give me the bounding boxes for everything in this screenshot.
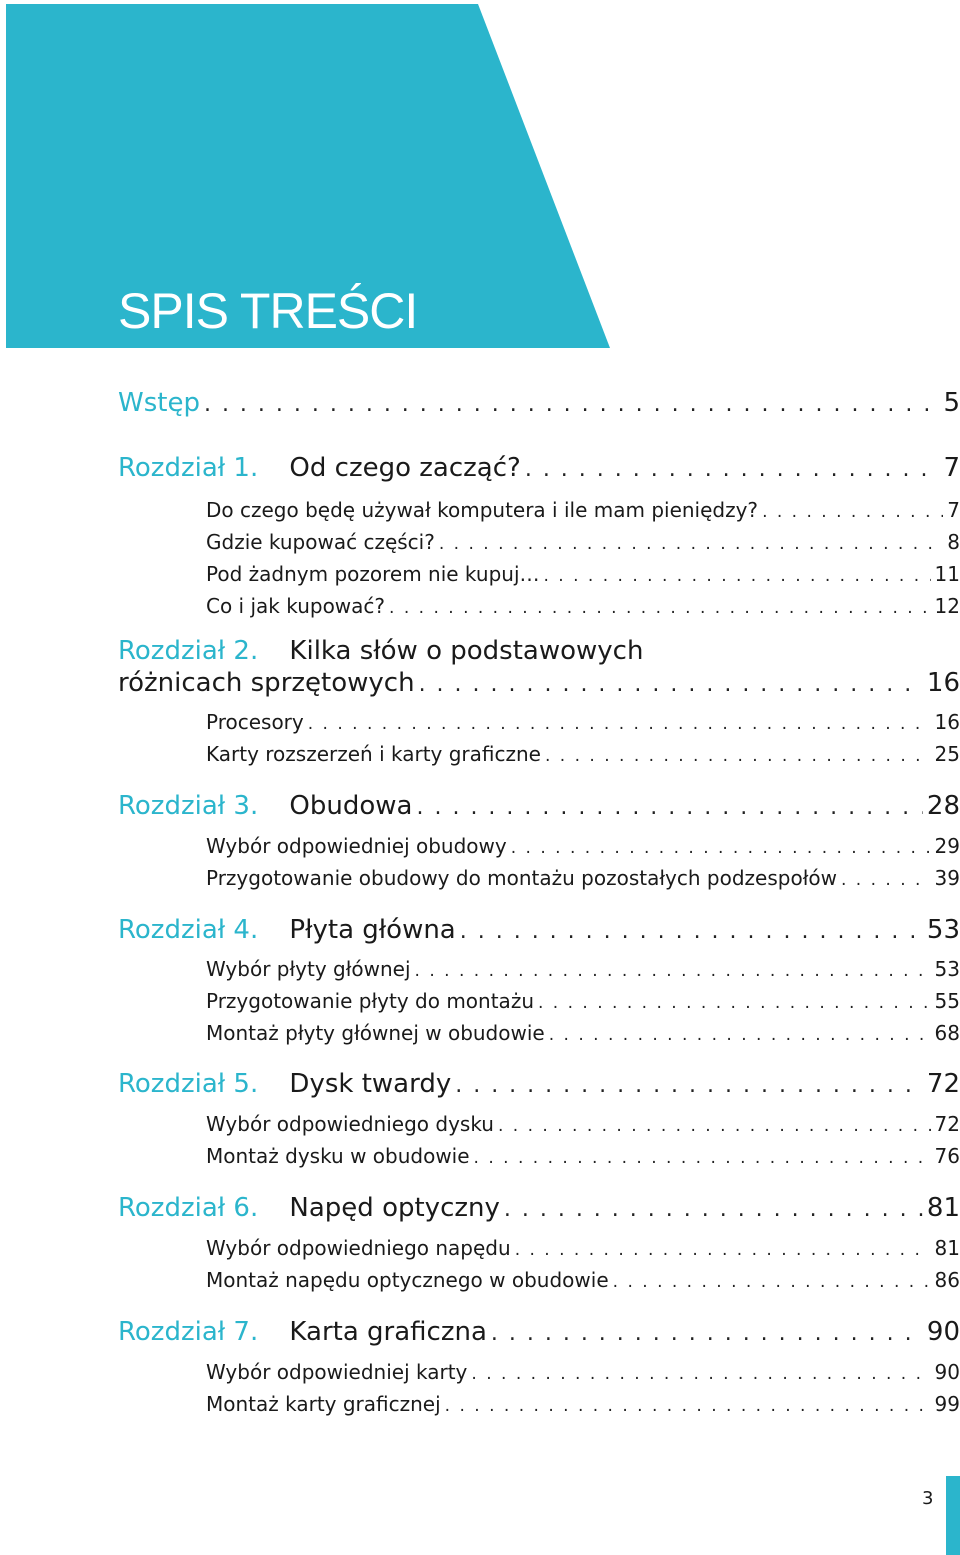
dot-leader [545,746,931,766]
dot-leader [549,1025,931,1045]
toc-chapter[interactable] [118,915,960,945]
section-title: Wybór odpowiedniego napędu [206,1236,511,1260]
dot-leader [460,919,923,944]
chapter-word: Rozdział [118,1317,226,1347]
chapter-number: 2. [233,636,259,666]
section-title: Montaż płyty głównej w obudowie [206,1021,545,1045]
section-title: Pod żadnym pozorem nie kupuj… [206,562,540,586]
section-title: Przygotowanie obudowy do montażu pozostałych podzespołów [206,866,837,890]
section-title: Wybór odpowiedniej karty [206,1360,468,1384]
dot-leader [308,714,931,734]
dot-leader [538,993,931,1013]
page-number: 3 [922,1488,934,1509]
toc-section[interactable] [206,989,960,1013]
page-ref: 76 [934,1144,960,1168]
toc-entry-intro[interactable] [118,388,960,418]
section-title: Wybór odpowiedniej obudowy [206,834,507,858]
page-ref: 7 [947,498,960,522]
toc-section[interactable] [206,1360,960,1384]
dot-leader [498,1116,931,1136]
dot-leader [445,1396,931,1416]
dot-leader [544,566,931,586]
toc-chapter[interactable] [118,791,960,821]
dot-leader [439,534,943,554]
dot-leader [504,1197,923,1222]
section-title: Montaż napędu optycznego w obudowie [206,1268,609,1292]
toc-section[interactable] [206,710,960,734]
dot-leader [525,457,940,482]
page-ref: 7 [943,453,960,483]
dot-leader [474,1148,931,1168]
toc-section[interactable] [206,742,960,766]
page-ref: 8 [947,530,960,554]
chapter-number: 7. [233,1317,259,1347]
toc-section[interactable] [206,1392,960,1416]
page-ref: 12 [934,594,960,618]
toc-section[interactable] [206,957,960,981]
page-ref: 39 [934,866,960,890]
toc-section[interactable] [206,1021,960,1045]
toc-section[interactable] [206,594,960,618]
toc-section[interactable] [206,1268,960,1292]
toc-section[interactable] [206,1236,960,1260]
page-edge-tab [946,1476,960,1555]
dot-leader [419,672,923,697]
section-title: Procesory [206,710,304,734]
chapter-number: 1. [233,453,259,483]
chapter-word: Rozdział [118,636,226,666]
page-ref: 16 [926,668,960,698]
page-ref: 53 [934,957,960,981]
page-ref: 25 [934,742,960,766]
page-ref: 90 [926,1317,960,1347]
dot-leader [762,502,943,522]
chapter-word: Rozdział [118,453,226,483]
section-title: Do czego będę używał komputera i ile mam pieniędzy? [206,498,759,522]
page-ref: 90 [934,1360,960,1384]
dot-leader [415,961,931,981]
page-ref: 29 [934,834,960,858]
dot-leader [455,1073,923,1098]
dot-leader [389,598,931,618]
chapter-word: Rozdział [118,915,226,945]
dot-leader [511,838,931,858]
toc-chapter[interactable] [118,1317,960,1347]
chapter-word: Rozdział [118,1069,226,1099]
chapter-word: Rozdział [118,791,226,821]
dot-leader [204,392,940,417]
page-ref: 81 [934,1236,960,1260]
chapter-number: 5. [233,1069,259,1099]
toc-section[interactable] [206,562,960,586]
toc-section[interactable] [206,530,960,554]
chapter-title: Dysk twardy [289,1069,452,1099]
toc-chapter[interactable] [118,453,960,483]
page-title: SPIS TREŚCI [118,283,418,339]
dot-leader [491,1321,923,1346]
toc-section[interactable] [206,866,960,890]
chapter-title: Napęd optyczny [289,1193,500,1223]
dot-leader [841,870,931,890]
chapter-number: 4. [233,915,259,945]
page-ref: 55 [934,989,960,1013]
chapter-number: 6. [233,1193,259,1223]
page-ref: 81 [926,1193,960,1223]
section-title: Gdzie kupować części? [206,530,435,554]
toc-chapter[interactable] [118,1193,960,1223]
section-title: Montaż karty graficznej [206,1392,441,1416]
page-ref: 53 [926,915,960,945]
toc-chapter-line1[interactable] [118,636,643,666]
toc-chapter[interactable] [118,1069,960,1099]
toc-chapter[interactable] [118,668,960,698]
page-ref: 72 [934,1112,960,1136]
section-title: Montaż dysku w obudowie [206,1144,470,1168]
toc-section[interactable] [206,1144,960,1168]
page-ref: 11 [934,562,960,586]
chapter-title: Obudowa [289,791,413,821]
page-ref: 5 [943,388,960,418]
toc-section[interactable] [206,834,960,858]
chapter-word: Rozdział [118,1193,226,1223]
chapter-title-continued: różnicach sprzętowych [118,668,415,698]
dot-leader [471,1364,930,1384]
toc-section[interactable] [206,1112,960,1136]
page-ref: 16 [934,710,960,734]
dot-leader [515,1240,931,1260]
chapter-title: Od czego zacząć? [289,453,521,483]
page-ref: 99 [934,1392,960,1416]
chapter-title: Karta graficzna [289,1317,487,1347]
page-ref: 72 [926,1069,960,1099]
intro-label: Wstęp [118,388,200,418]
page-ref: 86 [934,1268,960,1292]
section-title: Wybór odpowiedniego dysku [206,1112,494,1136]
section-title: Wybór płyty głównej [206,957,411,981]
chapter-number: 3. [233,791,259,821]
chapter-title: Płyta główna [289,915,456,945]
page-ref: 28 [926,791,960,821]
chapter-title: Kilka słów o podstawowych [289,636,644,666]
dot-leader [416,795,922,820]
section-title: Co i jak kupować? [206,594,386,618]
section-title: Przygotowanie płyty do montażu [206,989,534,1013]
page-ref: 68 [934,1021,960,1045]
toc-section[interactable] [206,498,960,522]
section-title: Karty rozszerzeń i karty graficzne [206,742,541,766]
dot-leader [613,1272,931,1292]
